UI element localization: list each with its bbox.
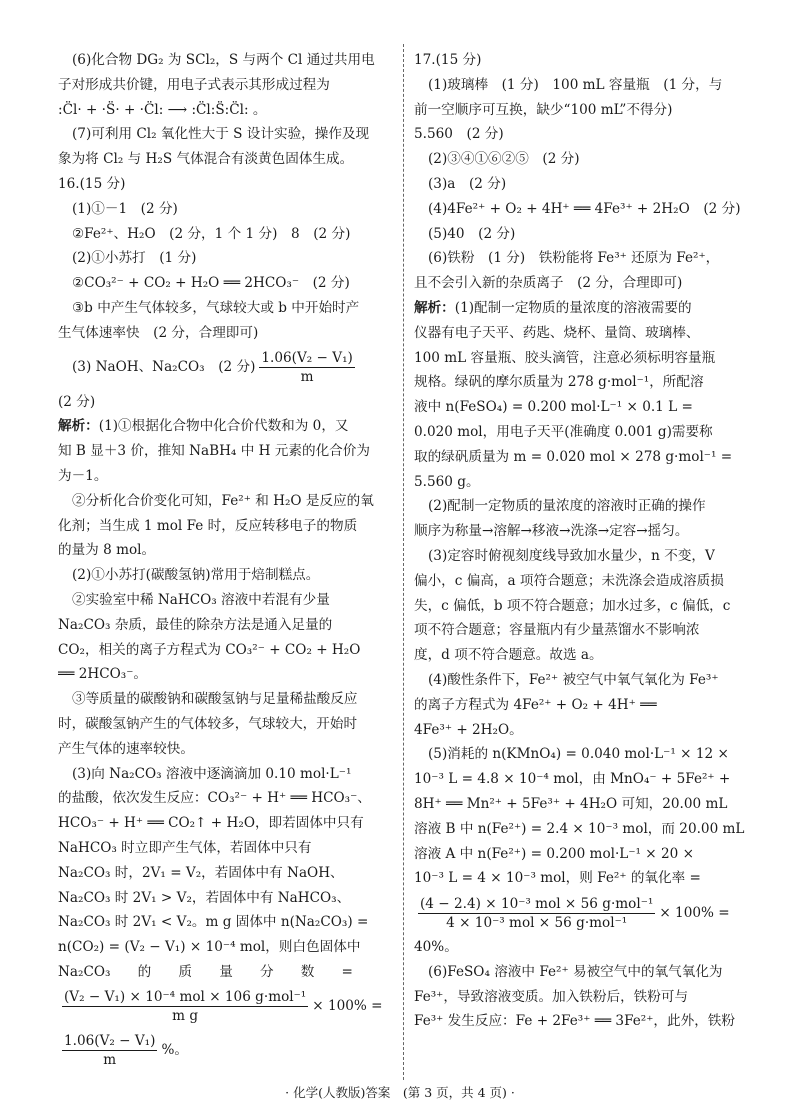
text-line <box>58 73 394 98</box>
text-line <box>414 618 750 643</box>
line-text: ②实验室中稀 NaHCO₃ 溶液中若混有少量 <box>72 591 330 608</box>
text-line <box>58 172 394 197</box>
text-line <box>58 48 394 73</box>
line-text: 仪器有电子天平、药匙、烧杯、量筒、玻璃棒、 <box>414 324 700 341</box>
text-line <box>58 271 394 296</box>
text-line <box>58 836 394 861</box>
line-text: 的盐酸，依次发生反应：CO₃²⁻ + H⁺ ══ HCO₃⁻、 <box>58 790 371 807</box>
text-line <box>414 370 750 395</box>
line-text: (6)FeSO₄ 溶液中 Fe²⁺ 易被空气中的氧气氧化为 <box>428 963 723 980</box>
line-text: (2)①小苏打 (1 分) <box>72 250 197 267</box>
line-text: 10⁻³ L = 4 × 10⁻³ mol，则 Fe²⁺ 的氧化率 = <box>414 870 701 887</box>
text-line <box>58 464 394 489</box>
line-text: Na₂CO₃ 时，2V₁ = V₂，若固体中有 NaOH、 <box>58 864 344 881</box>
text-line <box>58 414 394 439</box>
text-line <box>58 98 394 123</box>
line-text: 度，d 项不符合题意。故选 a。 <box>414 647 603 664</box>
line-text: NaHCO₃ 时立即产生气体，若固体中只有 <box>58 839 312 856</box>
text-line <box>58 122 394 147</box>
text-line <box>58 514 394 539</box>
fraction-denominator: m g <box>172 1008 199 1025</box>
line-text: CO₂，相关的离子方程式为 CO₃²⁻ + CO₂ + H₂O <box>58 641 361 658</box>
text-line <box>414 197 750 222</box>
fraction-numerator: 1.06(V₂ − V₁) <box>64 1033 156 1050</box>
text-line <box>58 886 394 911</box>
line-text: Fe³⁺ 发生反应：Fe + 2Fe³⁺ ══ 3Fe²⁺，此外，铁粉 <box>414 1013 735 1030</box>
line-text: 失，c 偏低，b 项不符合题意；加水过多，c 偏低，c <box>414 597 731 614</box>
analysis-label: 解析： <box>58 418 99 435</box>
line-text: Na₂CO₃ 杂质，最佳的除杂方法是通入足量的 <box>58 616 333 633</box>
mass-fraction-result <box>58 1029 394 1073</box>
text-line <box>58 910 394 935</box>
line-text: (2)①小苏打(碳酸氢钠)常用于焙制糕点。 <box>72 567 320 584</box>
text-line <box>58 197 394 222</box>
line-text: 液中 n(FeSO₄) = 0.200 mol·L⁻¹ × 0.1 L = <box>414 399 693 416</box>
text-line <box>414 395 750 420</box>
line-text: HCO₃⁻ + H⁺ ══ CO₂↑ + H₂O，即若固体中只有 <box>58 815 364 832</box>
line-text: 5.560 (2 分) <box>414 126 504 143</box>
line-text: (1)①－1 (2 分) <box>72 200 178 217</box>
text-line <box>58 147 394 172</box>
line-text: (2)③④①⑥②⑤ (2 分) <box>428 151 580 168</box>
line-text: n(CO₂) = (V₂ − V₁) × 10⁻⁴ mol，则白色固体中 <box>58 939 361 956</box>
line-text: 100 mL 容量瓶、胶头滴管，注意必须标明容量瓶 <box>414 349 716 366</box>
line-text: 为－1。 <box>58 467 108 484</box>
line-text: (6)铁粉 (1 分) 铁粉能将 Fe³⁺ 还原为 Fe²⁺， <box>428 250 720 267</box>
text-line <box>414 742 750 767</box>
text-line <box>414 98 750 123</box>
text-line <box>414 866 750 891</box>
line-text: (5)40 (2 分) <box>428 225 516 242</box>
text-line <box>58 762 394 787</box>
line-text: ②分析化合价变化可知，Fe²⁺ 和 H₂O 是反应的氧 <box>72 492 374 509</box>
inline-fraction <box>259 349 354 386</box>
text-line <box>58 439 394 464</box>
line-text: 偏小，c 偏高，a 项符合题意；未洗涤会造成溶质损 <box>414 572 724 589</box>
text-line <box>414 668 750 693</box>
analysis-label: 解析： <box>414 299 455 316</box>
line-text: 子对形成共价键，用电子式表示其形成过程为 <box>58 76 330 93</box>
line-text: (4)酸性条件下，Fe²⁺ 被空气中氧气氧化为 Fe³⁺ <box>428 671 719 688</box>
line-text: 且不会引入新的杂质离子 (2 分，合理即可) <box>414 275 683 292</box>
text-line <box>58 960 394 985</box>
text-line <box>414 960 750 985</box>
text-line <box>58 588 394 613</box>
text-line <box>414 544 750 569</box>
text-line <box>414 494 750 519</box>
left-column <box>58 48 394 1073</box>
text-line <box>414 48 750 73</box>
line-text: 40%。 <box>414 939 458 956</box>
text-line <box>58 861 394 886</box>
line-text: 象为将 Cl₂ 与 H₂S 气体混合有淡黄色固体生成。 <box>58 151 354 168</box>
line-text: 溶液 A 中 n(Fe²⁺) = 0.200 mol·L⁻¹ × 20 × <box>414 845 694 862</box>
line-text: (4)4Fe²⁺ + O₂ + 4H⁺ ══ 4Fe³⁺ + 2H₂O (2 分) <box>428 200 741 217</box>
text-line <box>414 346 750 371</box>
line-text: 生气体速率快 (2 分，合理即可) <box>58 324 259 341</box>
line-text: 8H⁺ ══ Mn²⁺ + 5Fe³⁺ + 4H₂O 可知，20.00 mL <box>414 795 728 812</box>
fraction-numerator: (V₂ − V₁) × 10⁻⁴ mol × 106 g·mol⁻¹ <box>64 989 307 1006</box>
text-line <box>414 519 750 544</box>
text-line <box>414 767 750 792</box>
line-text: (3)a (2 分) <box>428 175 507 192</box>
line-text: (5)消耗的 n(KMnO₄) = 0.040 mol·L⁻¹ × 12 × <box>428 746 729 763</box>
text-line <box>414 718 750 743</box>
fraction-denominator: m <box>300 369 314 386</box>
column-divider <box>403 44 404 1080</box>
text-line <box>58 712 394 737</box>
fraction-numerator: 1.06(V₂ − V₁) <box>261 350 353 367</box>
line-text: (1)配制一定物质的量浓度的溶液需要的 <box>454 299 692 316</box>
mass-fraction-formula <box>58 985 394 1029</box>
text-line <box>414 693 750 718</box>
text-line <box>58 935 394 960</box>
text-line <box>414 817 750 842</box>
line-text: 规格。绿矾的摩尔质量为 278 g·mol⁻¹，所配溶 <box>414 374 704 391</box>
text-line <box>414 73 750 98</box>
text-line <box>414 643 750 668</box>
text-line <box>58 662 394 687</box>
text-line <box>414 569 750 594</box>
line-text: Na₂CO₃ 时 2V₁ > V₂，若固体中有 NaHCO₃、 <box>58 889 351 906</box>
text-line <box>414 842 750 867</box>
text-line <box>414 271 750 296</box>
line-text: :C̈l· + ·S̈· + ·C̈l: ⟶ :C̈l:S̈:C̈l: 。 <box>58 101 267 118</box>
line-text: (2)配制一定物质的量浓度的溶液时正确的操作 <box>428 498 706 515</box>
line-text: (7)可利用 Cl₂ 氧化性大于 S 设计实验，操作及现 <box>72 126 370 143</box>
text-line <box>414 1009 750 1034</box>
line-text: 顺序为称量→溶解→移液→洗涤→定容→摇匀。 <box>414 523 689 540</box>
fraction-denominator: 4 × 10⁻³ mol × 56 g·mol⁻¹ <box>446 914 628 931</box>
text-line <box>414 985 750 1010</box>
line-text: ②CO₃²⁻ + CO₂ + H₂O ══ 2HCO₃⁻ (2 分) <box>72 275 350 292</box>
line-text: ══ 2HCO₃⁻。 <box>58 666 147 683</box>
line-text: (3)向 Na₂CO₃ 溶液中逐滴滴加 0.10 mol·L⁻¹ <box>72 765 352 782</box>
line-text: 产生气体的速率较快。 <box>58 740 194 757</box>
text-line <box>58 538 394 563</box>
line-text: 5.560 g。 <box>414 473 480 490</box>
text-line <box>58 222 394 247</box>
text-line <box>58 563 394 588</box>
text-line <box>414 445 750 470</box>
text-line <box>58 737 394 762</box>
text-line <box>414 792 750 817</box>
fraction-numerator: (4 − 2.4) × 10⁻³ mol × 56 g·mol⁻¹ <box>420 895 654 912</box>
line-text: 16.(15 分) <box>58 175 126 192</box>
line-text: 化剂；当生成 1 mol Fe 时，反应转移电子的物质 <box>58 517 358 534</box>
line-text: (6)化合物 DG₂ 为 SCl₂，S 与两个 Cl 通过共用电 <box>72 52 375 68</box>
line-text: Na₂CO₃ 的 质 量 分 数 = <box>58 963 353 980</box>
line-text: 项不符合题意；容量瓶内有少量蒸馏水不影响浓 <box>414 622 700 639</box>
text-line <box>414 470 750 495</box>
text-line <box>414 594 750 619</box>
right-column <box>414 48 750 1034</box>
fraction-denominator: m <box>103 1052 117 1069</box>
text-line <box>414 222 750 247</box>
line-text: ②Fe²⁺、H₂O (2 分，1 个 1 分) 8 (2 分) <box>72 225 351 242</box>
text-line <box>58 811 394 836</box>
line-text: 前一空顺序可互换，缺少“100 mL”不得分) <box>414 101 673 118</box>
line-text: 知 B 显＋3 价，推知 NaBH₄ 中 H 元素的化合价为 <box>58 443 370 460</box>
line-text: (1)①根据化合物中化合价代数和为 0，又 <box>98 418 349 435</box>
fraction-tail: × 100% = <box>659 904 730 921</box>
line-text: Na₂CO₃ 时 2V₁ < V₂。m g 固体中 n(Na₂CO₃) = <box>58 914 369 931</box>
text-line <box>58 489 394 514</box>
text-line <box>58 613 394 638</box>
text-line <box>414 147 750 172</box>
text-line <box>58 321 394 346</box>
text-line <box>58 687 394 712</box>
text-line <box>58 786 394 811</box>
line-text: ③等质量的碳酸钠和碳酸氢钠与足量稀盐酸反应 <box>72 691 358 708</box>
text-line <box>414 935 750 960</box>
text-line <box>414 122 750 147</box>
text-line <box>414 246 750 271</box>
text-line <box>414 321 750 346</box>
text-line <box>414 172 750 197</box>
text-line <box>414 296 750 321</box>
line-text: (1)玻璃棒 (1 分) 100 mL 容量瓶 (1 分，与 <box>428 76 723 93</box>
line-text: 0.020 mol，用电子天平(准确度 0.001 g)需要称 <box>414 423 713 440</box>
line-text: 10⁻³ L = 4.8 × 10⁻⁴ mol，由 MnO₄⁻ + 5Fe²⁺ + <box>414 771 731 788</box>
line-text: 溶液 B 中 n(Fe²⁺) = 2.4 × 10⁻³ mol，而 20.00 mL <box>414 820 745 837</box>
line-text: 取的绿矾质量为 m = 0.020 mol × 278 g·mol⁻¹ = <box>414 448 733 465</box>
line-text: 的量为 8 mol。 <box>58 542 156 559</box>
text-line <box>58 246 394 271</box>
line-text: (3)定容时俯视刻度线导致加水量少，n 不变，V <box>428 547 715 564</box>
line-text: Fe³⁺，导致溶液变质。加入铁粉后，铁粉可与 <box>414 988 689 1005</box>
fraction-tail: × 100% = <box>312 998 383 1015</box>
text-line <box>58 390 394 415</box>
text-line <box>58 296 394 321</box>
fraction-tail: %。 <box>161 1042 188 1059</box>
line-text: 4Fe³⁺ + 2H₂O。 <box>414 721 523 738</box>
text-line <box>58 638 394 663</box>
line-text: 时，碳酸氢钠产生的气体较多，气球较大，开始时 <box>58 715 358 732</box>
page-footer: · 化学(人教版)答案 (第 3 页，共 4 页) · <box>285 1085 515 1100</box>
oxidation-rate-formula <box>414 891 750 935</box>
line-text: (3) NaOH、Na₂CO₃ (2 分) <box>72 359 256 376</box>
line-text: ③b 中产生气体较多，气球较大或 b 中开始时产 <box>72 299 360 316</box>
line-text: 的离子方程式为 4Fe²⁺ + O₂ + 4H⁺ ══ <box>414 696 657 713</box>
text-line <box>414 420 750 445</box>
line-text: (2 分) <box>58 393 96 410</box>
line-text: 17.(15 分) <box>414 52 482 68</box>
text-line <box>58 346 394 390</box>
